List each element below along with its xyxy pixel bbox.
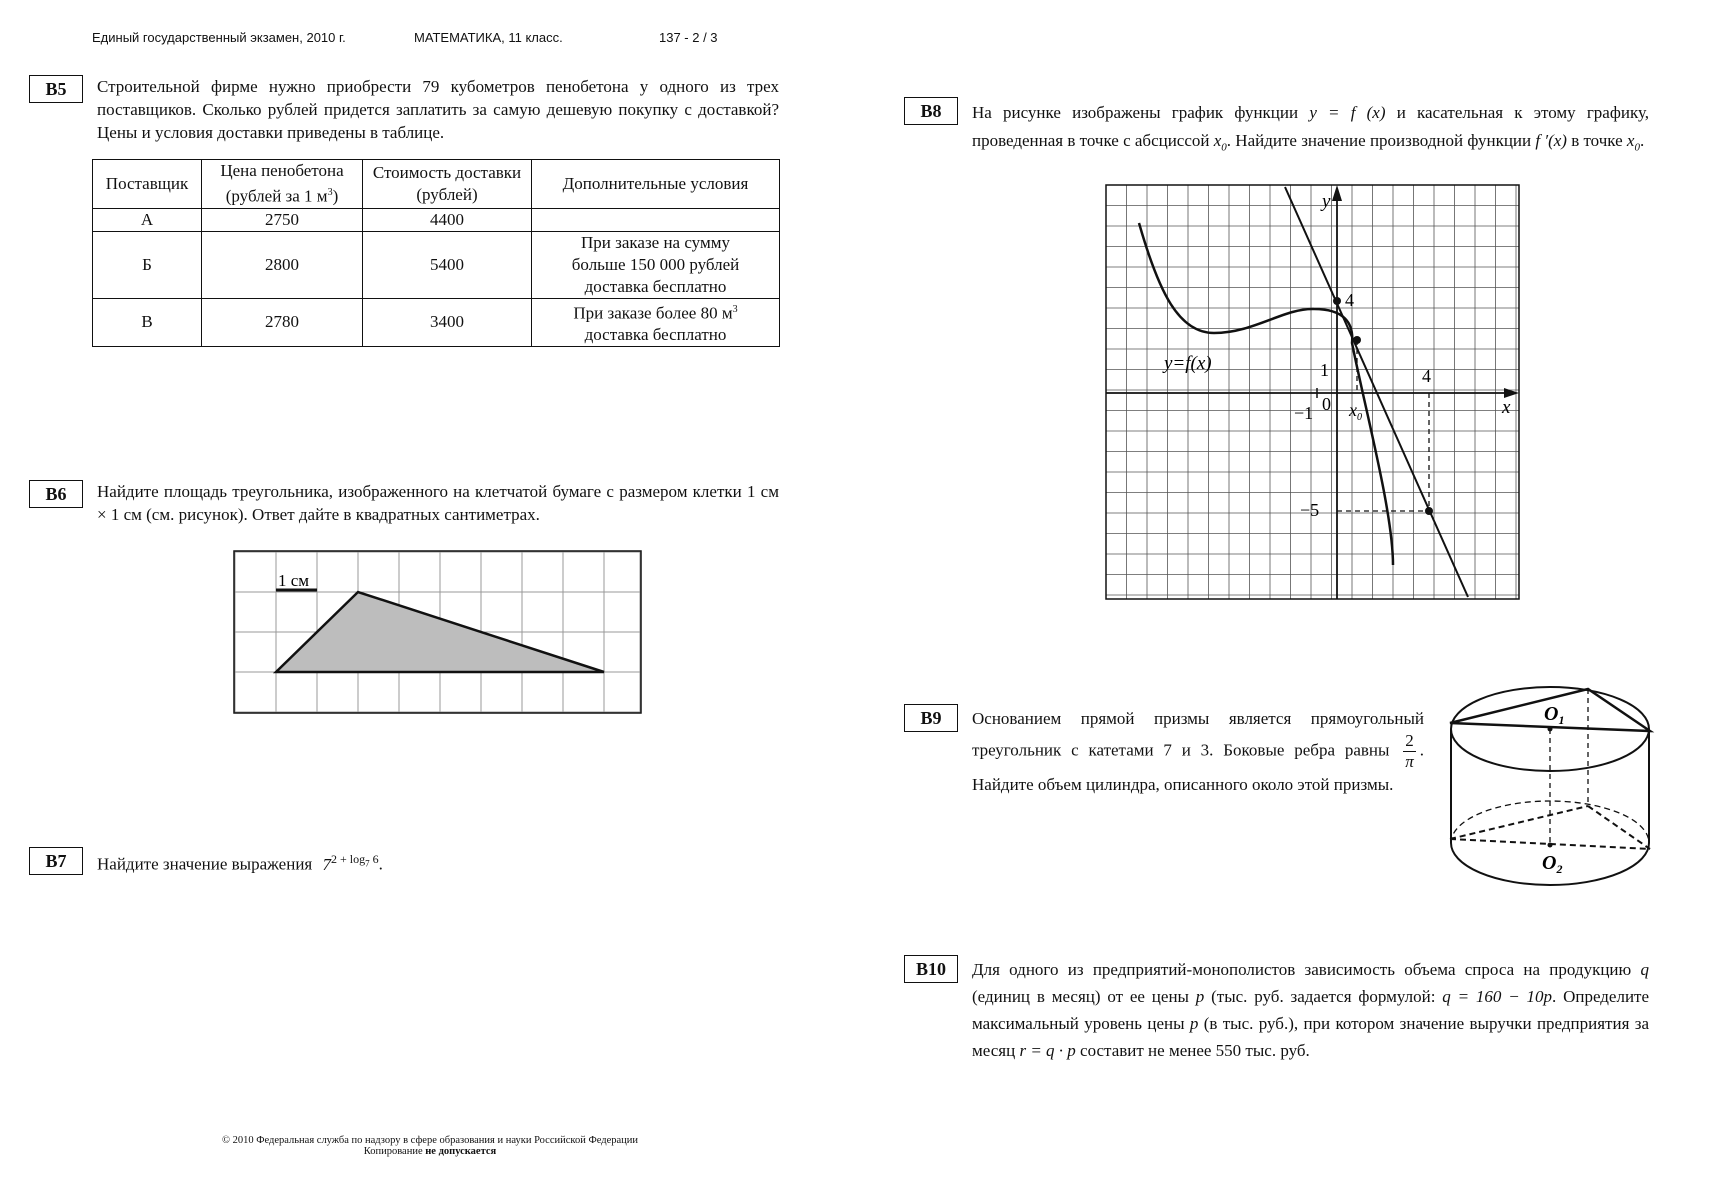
x0-label-sub: 0 [1357,412,1362,423]
b10-text-6: составит не менее 550 тыс. руб. [1080,1041,1310,1060]
b10-p: p [1195,987,1205,1006]
table-row [93,208,780,231]
b9-frac-den: π [1405,752,1414,771]
header-price-text: Цена пенобетона (рублей за 1 м [220,161,344,206]
tick-4-y: 4 [1345,290,1354,310]
b7-prompt: Найдите значение выражения [97,854,313,874]
o2-label [1542,852,1562,876]
cell-delivery: 4400 [363,208,532,231]
tangent-line [1285,187,1468,597]
b10-text-5: (в тыс. руб.), при котором значение выручки предприятия за месяц [972,1014,1649,1060]
cell-supplier: А [93,208,202,231]
cell-supplier: В [93,298,202,347]
b7-log-arg: 6 [369,852,379,866]
b7-log-base: 7 [365,858,370,869]
header-price-close: ) [332,186,339,206]
cell-supplier: Б [93,231,202,298]
cell-delivery: 3400 [363,298,532,347]
table-header-row [93,160,780,209]
y-axis-label: y [1322,191,1331,212]
footer-line2-a: Копирование [363,1146,423,1157]
cond-sup: 3 [732,303,738,315]
task-label-b8: B8 [904,97,958,125]
b10-q: q [1640,960,1650,979]
b8-x0-main: x [1213,131,1222,150]
header-subject: МАТЕМАТИКА, 11 класс. [414,30,563,45]
b7-exponent [330,852,379,869]
b9-text-1: Основанием прямой призмы является прямоугольный треугольник с катетами 7 и 3. Боковые ребра равны [972,709,1424,760]
b6-text: Найдите площадь треугольника, изображенного на клетчатой бумаге с размером клетки 1 см × 1 см (см. рисунок). Ответ дайте в квадратных сантиметрах. [97,482,779,524]
cell-price: 2800 [202,231,363,298]
b9-fraction [1403,731,1416,772]
b7-text [97,848,797,876]
o2-sub: 2 [1556,862,1563,876]
table-row [93,231,780,298]
y-axis-arrow [1332,185,1342,201]
b10-text-4: . Определите максимальный уровень цены [972,987,1650,1033]
cond-tail: доставка бесплатно [584,325,727,345]
footer [150,1135,710,1157]
cell-price: 2780 [202,298,363,347]
task-label-b10: B10 [904,955,958,983]
cond-text: При заказе более 80 м [573,303,733,323]
b10-text-3: (тыс. руб. задается формулой: [1211,987,1436,1006]
triangle-figure [233,550,643,716]
header-supplier: Поставщик [93,160,202,209]
b8-text-2: и касательная к этому графику, проведенная в точке с абсциссой [972,103,1650,150]
b9-frac-num: 2 [1405,731,1414,750]
task-label-b9: B9 [904,704,958,732]
b8-x0 [1213,131,1227,154]
b10-text [972,956,1649,1064]
b8-x0-sub: 0 [1221,141,1227,154]
b9-text-2: . Найдите объем цилиндра, описанного около этой призмы. [972,740,1425,794]
cell-conditions [532,298,780,347]
b8-func: y = f (x) [1309,103,1386,122]
footer-line1: © 2010 Федеральная служба по надзору в сфере образования и науки Российской Федерации [221,1135,639,1146]
o2-main: O [1542,852,1557,874]
header-exam: Единый государственный экзамен, 2010 г. [92,30,346,45]
task-label-b6: B6 [29,480,83,508]
cell-price: 2750 [202,208,363,231]
header-price [202,160,363,209]
b8-x0b-main: x [1626,131,1635,150]
x0-label-main: x [1349,400,1357,420]
function-curve [1139,223,1393,565]
footer-line2-b: не допускается [425,1146,497,1157]
o1-main: O [1544,703,1559,725]
curve-label: y=f(x) [1164,353,1212,374]
tick-minus1-x: −1 [1294,403,1314,423]
b8-x0b-sub: 0 [1634,141,1640,154]
function-graph [1104,183,1522,603]
cell-delivery: 5400 [363,231,532,298]
b10-text-1: Для одного из предприятий-монополистов зависимость объема спроса на продукцию [972,960,1632,979]
tick-origin: 0 [1322,394,1331,414]
x-axis-label: x [1502,397,1511,418]
b8-deriv: f ′(x) [1535,131,1567,150]
b8-x0b [1626,131,1640,154]
tick-minus5-y: −5 [1300,500,1320,520]
b5-text: Строительной фирме нужно приобрести 79 кубометров пенобетона у одного из трех поставщиков. Сколько рублей придется заплатить за самую дешевую покупку с доставкой? Цены и условия доставки приведены в таблице. [97,77,779,142]
o1-label [1544,703,1564,727]
b10-p2: p [1189,1014,1199,1033]
b8-text-1: На рисунке изображены график функции [972,103,1299,122]
header-page: 137 - 2 / 3 [659,30,718,45]
b10-formula2: r = q · p [1019,1041,1076,1060]
x0-label [1348,400,1362,423]
b8-end: . [1639,131,1645,150]
price-table [92,159,780,347]
task-label-b5: B5 [29,75,83,103]
b7-exp-text: 2 + log [330,852,366,866]
header-delivery: Стоимость доставки (рублей) [363,160,532,209]
header-conditions: Дополнительные условия [532,160,780,209]
cylinder-prism-figure [1448,683,1656,893]
b7-end: . [378,854,383,874]
header-price-sup: 3 [327,187,333,198]
cell-conditions: При заказе на сумму больше 150 000 рублей доставка бесплатно [532,231,780,298]
b10-text-2: (единиц в месяц) от ее цены [972,987,1189,1006]
b10-formula: q = 160 − 10p [1442,987,1552,1006]
b8-text [972,99,1649,161]
tick-4-x: 4 [1422,366,1431,386]
b8-text-4: в точке [1571,131,1623,150]
b9-text [972,706,1424,797]
task-label-b7: B7 [29,847,83,875]
cell-conditions [532,208,780,231]
b7-base: 7 [322,854,331,874]
footer-line2 [150,1146,710,1157]
table-row [93,298,780,347]
o1-sub: 1 [1558,713,1565,727]
tick-1-y: 1 [1320,360,1329,380]
scale-label: 1 см [278,571,310,590]
tangent-intercept-point [1333,297,1341,305]
b8-text-3: . Найдите значение производной функции [1226,131,1532,150]
